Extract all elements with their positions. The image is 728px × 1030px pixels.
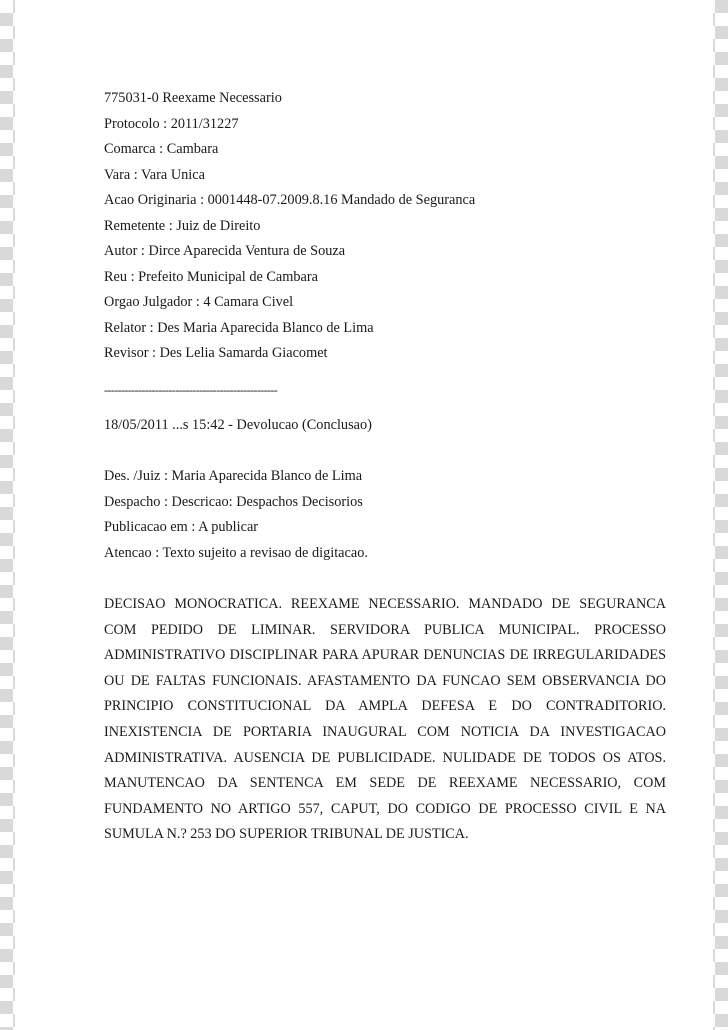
original-action-line: Acao Originaria : 0001448-07.2009.8.16 Mandado de Seguranca: [104, 192, 476, 208]
sender-line: Remetente : Juiz de Direito: [104, 217, 261, 234]
decision-summary: DECISAO MONOCRATICA. REEXAME NECESSARIO. MANDADO DE SEGURANCA COM PEDIDO DE LIMINAR. SERVIDORA PUBLICA MUNICIPAL. PROCESSO ADMINISTRATIVO DISCIPLINAR PARA APURAR DENUNCIAS DE IRREGULARIDADES OU DE FALTAS FUNCIONAIS. AFASTAMENTO DA FUNCAO SEM OBSERVANCIA DO PRINCIPIO CONSTITUCIONAL DA AMPLA DEFESA E DO CONTRADITORIO. INEXISTENCIA DE PORTARIA INAUGURAL COM NOTICIA DA INVESTIGACAO ADMINISTRATIVA. AUSENCIA DE PUBLICIDADE. NULIDADE DE TODOS OS ATOS. MANUTENCAO DA SENTENCA EM SEDE DE REEXAME NECESSARIO, COM FUNDAMENTO NO ARTIGO 557, CAPUT, DO CODIGO DE PROCESSO CIVIL E NA SUMULA N.? 253 DO SUPERIOR TRIBUNAL DE JUSTICA.: [104, 596, 666, 843]
publication-line: Publicacao em : A publicar: [104, 519, 259, 535]
document-page: [15, 0, 713, 1030]
attention-line: Atencao : Texto sujeito a revisao de digitacao.: [104, 544, 368, 561]
dispatch-type-line: Despacho : Descricao: Despachos Decisorios: [104, 493, 363, 510]
district-line: Comarca : Cambara: [104, 141, 219, 157]
plaintiff-line: Autor : Dirce Aparecida Ventura de Souza: [104, 243, 346, 259]
court-line: Vara : Vara Unica: [104, 166, 205, 183]
reviewer-line: Revisor : Des Lelia Samarda Giacomet: [104, 345, 328, 361]
movement-line: 18/05/2011 ...s 15:42 - Devolucao (Conclusao): [104, 417, 372, 433]
judging-body-line: Orgao Julgador : 4 Camara Civel: [104, 294, 294, 310]
case-number: 775031-0 Reexame Necessario: [104, 90, 282, 106]
defendant-line: Reu : Prefeito Municipal de Cambara: [104, 268, 318, 285]
rapporteur-line: Relator : Des Maria Aparecida Blanco de Lima: [104, 319, 374, 336]
case-header: [104, 86, 684, 367]
separator-line: ---------------------------------------------------: [104, 383, 278, 397]
protocol-line: Protocolo : 2011/31227: [104, 115, 239, 132]
dispatch-block: [104, 464, 684, 566]
judge-line: Des. /Juiz : Maria Aparecida Blanco de Lima: [104, 468, 363, 484]
